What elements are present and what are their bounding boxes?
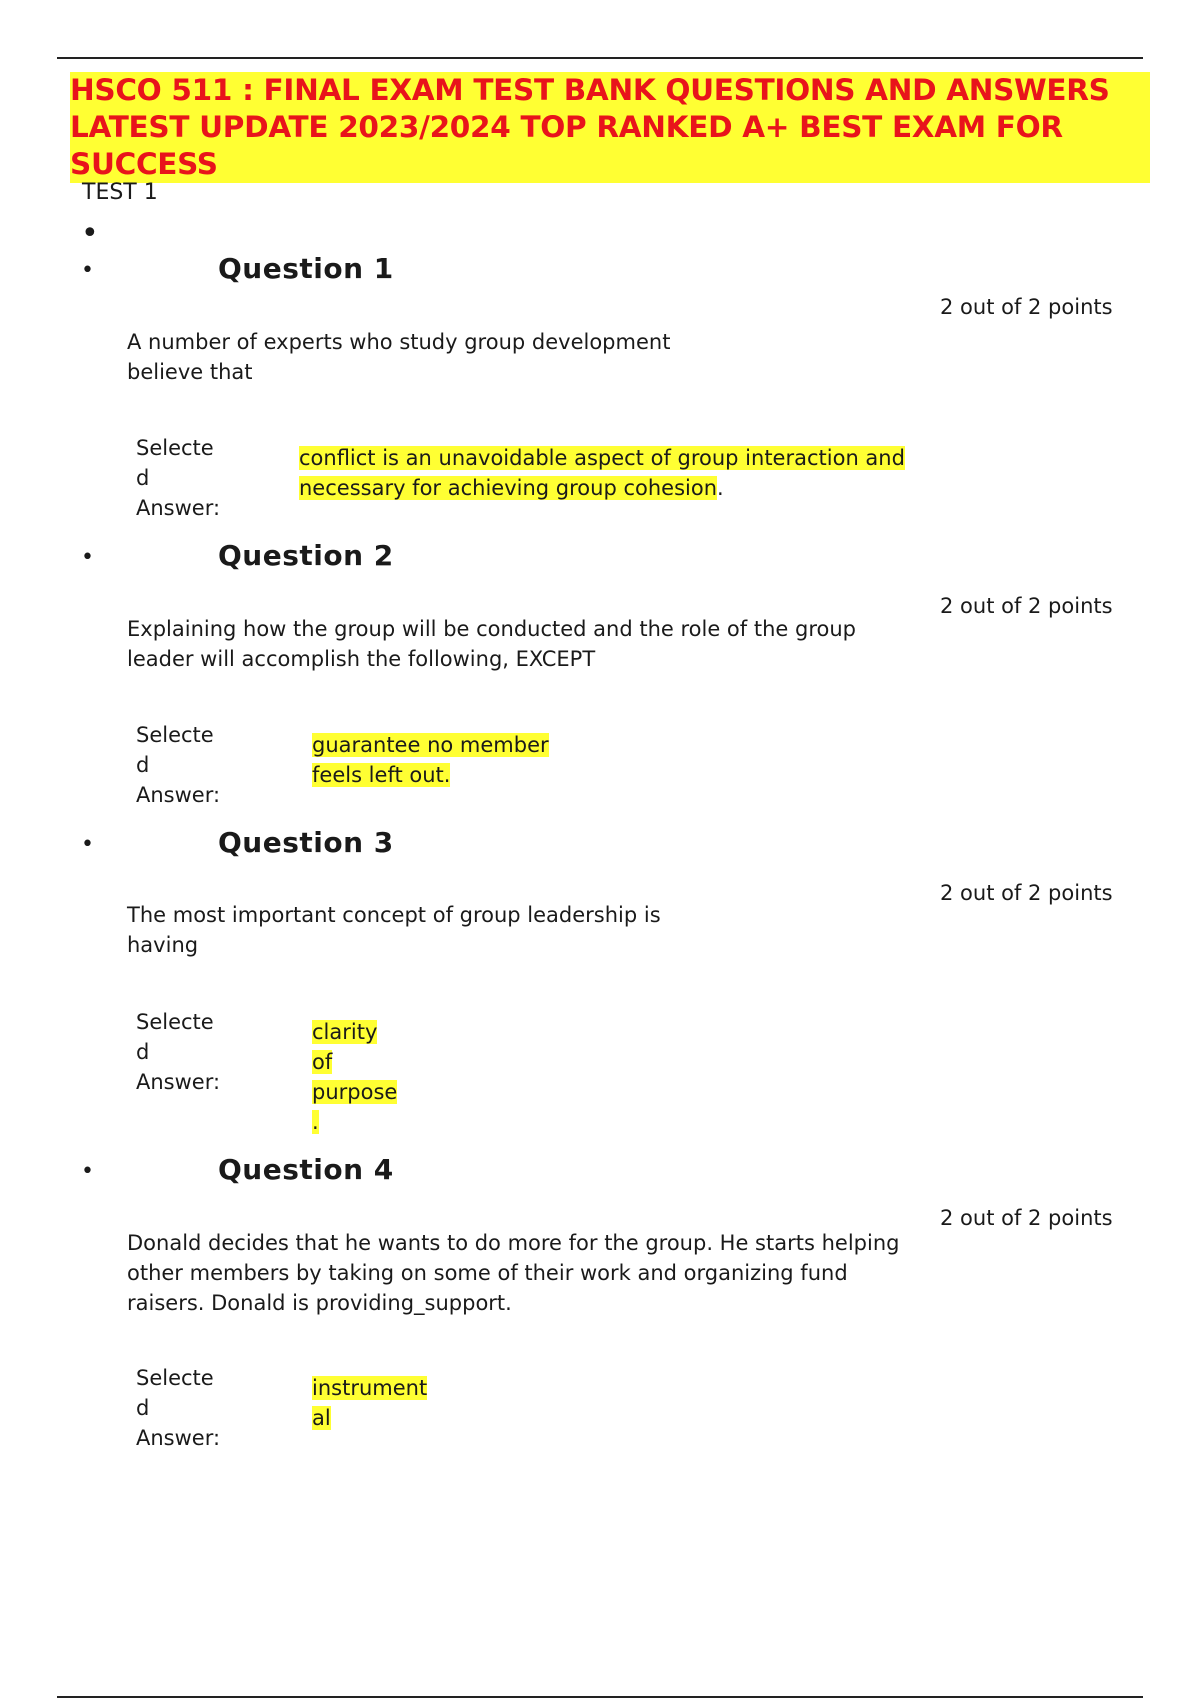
document-title: [70, 72, 1150, 183]
test-label: TEST 1: [82, 180, 158, 205]
bullet-icon: •: [81, 545, 94, 570]
top-rule: [57, 57, 1143, 59]
bullet-icon: •: [81, 258, 94, 283]
question-4-points: 2 out of 2 points: [940, 1206, 1113, 1230]
selected-answer-label: Selecte d Answer:: [136, 436, 221, 520]
question-3-answer: clarity of purpose .: [312, 1020, 398, 1134]
question-2-answer: guarantee no member feels left out.: [312, 733, 549, 787]
question-1-answer: conflict is an unavoidable aspect of group interaction and necessary for achieving group cohesion.: [299, 446, 905, 500]
title-line-2: LATEST UPDATE 2023/2024 TOP RANKED A+ BEST EXAM FOR SUCCESS: [70, 110, 1063, 181]
question-3-points: 2 out of 2 points: [940, 881, 1113, 905]
selected-answer-label: Selecte d Answer:: [136, 1010, 221, 1094]
question-1-title: Question 1: [218, 252, 394, 285]
question-2-points: 2 out of 2 points: [940, 594, 1113, 618]
title-line-1: HSCO 511 : FINAL EXAM TEST BANK QUESTIONS AND ANSWERS: [70, 73, 1110, 107]
bullet-icon: •: [81, 832, 94, 857]
question-1-text: A number of experts who study group development believe that: [127, 330, 671, 384]
selected-answer-label: Selecte d Answer:: [136, 723, 221, 807]
question-4-title: Question 4: [218, 1153, 394, 1186]
question-4-answer: instrument al: [312, 1376, 428, 1430]
question-2-title: Question 2: [218, 539, 394, 572]
question-1-points: 2 out of 2 points: [940, 295, 1113, 319]
question-2-text: Explaining how the group will be conducted and the role of the group leader will accomplish the following, EXCEPT: [127, 617, 856, 671]
bottom-rule: [57, 1696, 1143, 1698]
question-3-text: The most important concept of group leadership is having: [127, 903, 661, 957]
selected-answer-label: Selecte d Answer:: [136, 1366, 221, 1450]
bullet-icon: •: [81, 1159, 94, 1184]
question-3-title: Question 3: [218, 826, 394, 859]
bullet-icon: •: [81, 216, 99, 251]
question-4-text: Donald decides that he wants to do more for the group. He starts helping other members by taking on some of their work and organizing fund raisers. Donald is providing_support.: [127, 1231, 900, 1315]
